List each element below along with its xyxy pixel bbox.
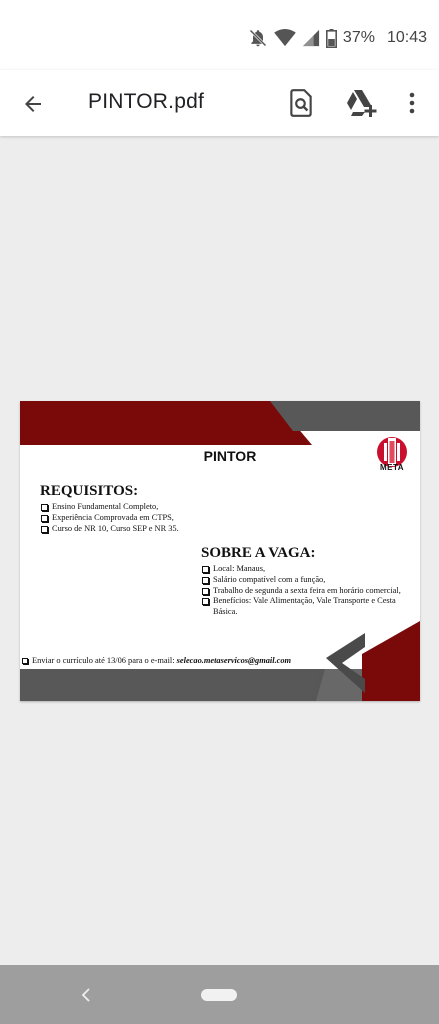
- email-instruction: [22, 656, 352, 665]
- wifi-icon: [274, 29, 296, 47]
- list-item: Local: Manaus,: [201, 564, 406, 575]
- more-vert-icon: [400, 88, 424, 118]
- sobre-vaga-list: [201, 564, 406, 618]
- list-item: Salário compatível com a função,: [201, 575, 406, 586]
- battery-icon: [326, 29, 337, 48]
- nav-back-button[interactable]: [76, 985, 96, 1005]
- pdf-page[interactable]: [20, 401, 420, 701]
- requisitos-list: [40, 502, 230, 534]
- list-item: Experiência Comprovada em CTPS,: [40, 513, 230, 524]
- home-pill-icon[interactable]: [201, 989, 237, 1001]
- email-address[interactable]: selecao.metaservicos@gmail.com: [176, 656, 292, 665]
- list-item: Trabalho de segunda a sexta feira em horário comercial,: [201, 586, 406, 597]
- list-item: Curso de NR 10, Curso SEP e NR 35.: [40, 524, 230, 535]
- more-options-button[interactable]: [400, 88, 424, 118]
- app-bar: [0, 70, 439, 136]
- email-prefix: Enviar o currículo até 13/06 para o e-mail:: [32, 656, 177, 665]
- find-in-page-icon: [288, 88, 314, 118]
- checkbox-bullet-icon: [22, 658, 28, 664]
- status-bar: [0, 0, 439, 70]
- battery-percent: 37%: [342, 29, 375, 46]
- requisitos-heading: REQUISITOS:: [40, 483, 139, 499]
- job-title: PINTOR: [203, 448, 257, 464]
- add-to-drive-button[interactable]: [344, 88, 378, 118]
- notifications-off-icon: [248, 28, 268, 48]
- list-item: Benefícios: Vale Alimentação, Vale Transporte e Cesta Básica.: [201, 596, 406, 618]
- nav-back-icon: [76, 985, 96, 1005]
- document-title: PINTOR.pdf: [88, 90, 204, 113]
- status-icons: [248, 26, 427, 50]
- signal-icon: [302, 29, 320, 47]
- add-to-drive-icon: [344, 88, 378, 118]
- find-in-page-button[interactable]: [288, 88, 318, 118]
- sobre-vaga-heading: SOBRE A VAGA:: [201, 545, 316, 561]
- navigation-bar: [0, 965, 439, 1024]
- logo-text: META: [379, 463, 405, 472]
- clock: 10:43: [386, 29, 427, 46]
- list-item: Ensino Fundamental Completo,: [40, 502, 230, 513]
- back-button[interactable]: [18, 89, 48, 119]
- back-arrow-icon: [21, 92, 45, 116]
